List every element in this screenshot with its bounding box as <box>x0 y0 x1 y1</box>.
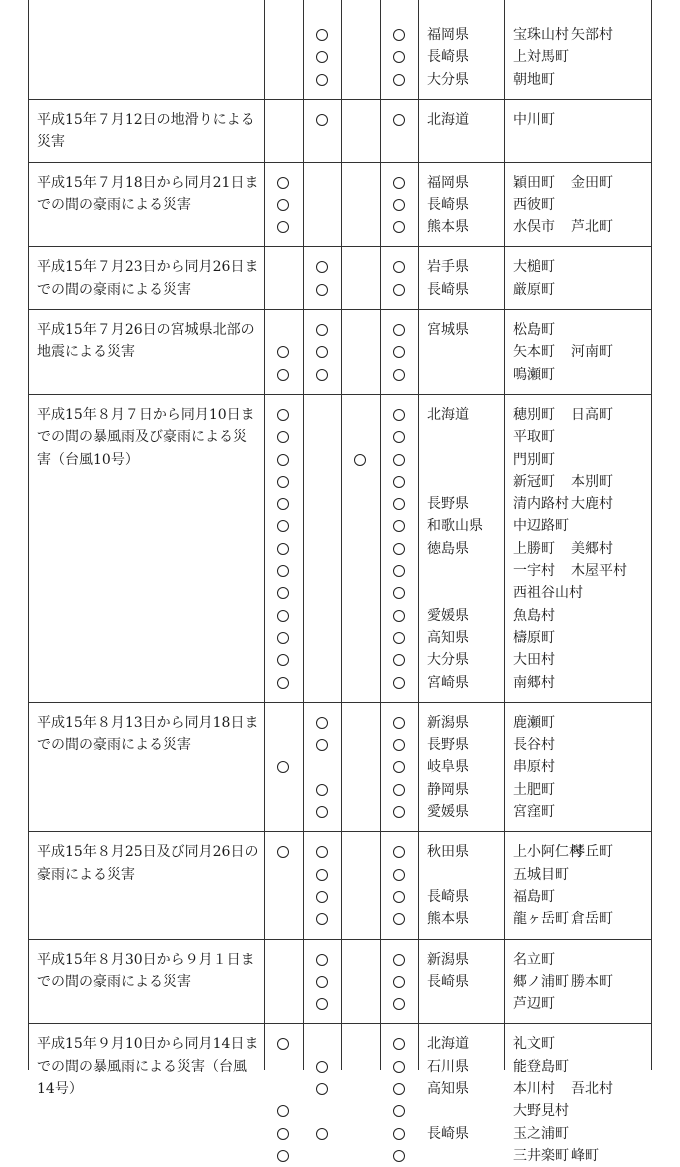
prefecture-name: 北海道 <box>427 111 469 128</box>
prefecture-name: 大分県 <box>427 71 469 88</box>
municipality-name: 大槌町 <box>513 259 555 276</box>
mark-circle <box>393 761 405 773</box>
column-rule <box>651 0 652 1070</box>
prefecture-name: 長野県 <box>427 737 469 754</box>
mark-circle <box>316 1083 328 1095</box>
mark-circle <box>393 976 405 988</box>
municipality-name: 木屋平村 <box>571 563 627 579</box>
mark-circle <box>316 284 328 296</box>
disaster-description: 平成15年８月25日及び同月26日の <box>37 844 259 861</box>
municipality-name: 門別町 <box>513 451 555 468</box>
row-separator <box>28 1023 652 1024</box>
mark-circle <box>393 846 405 858</box>
mark-circle <box>277 761 289 773</box>
municipality-name: 上小阿仁村 <box>513 844 583 861</box>
mark-circle <box>393 717 405 729</box>
municipality-name: 鹿瀬町 <box>513 714 555 731</box>
municipality-name: 宮窪町 <box>513 804 555 820</box>
prefecture-name: 北海道 <box>427 406 469 423</box>
mark-circle <box>277 543 289 555</box>
row-separator <box>28 309 652 310</box>
disaster-description: での間の豪雨による災害 <box>37 973 191 990</box>
municipality-name: 芦北町 <box>571 219 613 236</box>
mark-circle <box>316 976 328 988</box>
mark-circle <box>316 913 328 925</box>
municipality-name: 一宇村 <box>513 563 555 579</box>
prefecture-name: 福岡県 <box>427 174 469 191</box>
disaster-description: 害（台風10号） <box>37 451 139 468</box>
prefecture-name: 愛媛県 <box>427 804 469 820</box>
mark-circle <box>393 1038 405 1050</box>
municipality-name: 五城目町 <box>513 866 569 883</box>
mark-circle <box>277 454 289 466</box>
mark-circle <box>393 677 405 689</box>
prefecture-name: 長野県 <box>427 496 469 513</box>
prefecture-name: 長崎県 <box>427 1125 469 1142</box>
disaster-description: 豪雨による災害 <box>37 866 135 883</box>
row-separator <box>28 831 652 832</box>
prefecture-name: 岩手県 <box>427 259 469 276</box>
mark-circle <box>316 74 328 86</box>
municipality-name: 琴丘町 <box>571 844 613 861</box>
mark-circle <box>316 29 328 41</box>
column-rule <box>264 0 265 1070</box>
mark-circle <box>393 369 405 381</box>
disaster-description: での間の豪雨による災害 <box>37 281 191 298</box>
municipality-name: 日高町 <box>571 406 613 423</box>
mark-circle <box>393 998 405 1010</box>
mark-circle <box>393 1150 405 1162</box>
mark-circle <box>393 543 405 555</box>
municipality-name: 穂別町 <box>513 406 555 423</box>
municipality-name: 鳴瀬町 <box>513 366 555 383</box>
municipality-name: 龍ヶ岳町 <box>513 911 569 928</box>
mark-circle <box>277 346 289 358</box>
prefecture-name: 福岡県 <box>427 27 469 43</box>
prefecture-name: 長崎県 <box>427 888 469 905</box>
mark-circle <box>277 1150 289 1162</box>
prefecture-name: 熊本県 <box>427 911 469 928</box>
disaster-description: での間の豪雨による災害 <box>37 196 191 213</box>
mark-circle <box>277 476 289 488</box>
mark-circle <box>393 199 405 211</box>
municipality-name: 中辺路町 <box>513 518 569 535</box>
mark-circle <box>316 739 328 751</box>
row-separator <box>28 702 652 703</box>
municipality-name: 中川町 <box>513 111 555 128</box>
column-rule <box>418 0 419 1070</box>
mark-circle <box>393 913 405 925</box>
mark-circle <box>393 1128 405 1140</box>
municipality-name: 串原村 <box>513 759 555 776</box>
municipality-name: 南郷村 <box>513 674 555 691</box>
mark-circle <box>277 369 289 381</box>
municipality-name: 宝珠山村 <box>513 27 569 43</box>
mark-circle <box>316 346 328 358</box>
row-separator <box>28 162 652 163</box>
mark-circle <box>393 1061 405 1073</box>
municipality-name: 西祖谷山村 <box>513 585 583 602</box>
prefecture-name: 長崎県 <box>427 196 469 213</box>
mark-circle <box>393 587 405 599</box>
mark-circle <box>393 324 405 336</box>
prefecture-name: 高知県 <box>427 1081 469 1097</box>
prefecture-name: 徳島県 <box>427 540 469 557</box>
municipality-name: 三井楽町 <box>513 1147 569 1164</box>
column-rule <box>504 0 505 1070</box>
municipality-name: 上対馬町 <box>513 49 569 66</box>
municipality-name: 矢部村 <box>571 27 613 43</box>
prefecture-name: 和歌山県 <box>427 518 483 535</box>
mark-circle <box>277 1038 289 1050</box>
disaster-description: 平成15年８月13日から同月18日ま <box>37 714 259 731</box>
municipality-name: 倉岳町 <box>571 911 613 928</box>
municipality-name: 清内路村 <box>513 496 569 513</box>
prefecture-name: 新潟県 <box>427 951 469 968</box>
mark-circle <box>393 431 405 443</box>
prefecture-name: 長崎県 <box>427 281 469 298</box>
municipality-name: 能登島町 <box>513 1058 569 1075</box>
mark-circle <box>316 324 328 336</box>
mark-circle <box>393 29 405 41</box>
mark-circle <box>316 369 328 381</box>
municipality-name: 福島町 <box>513 888 555 905</box>
municipality-name: 松島町 <box>513 322 555 338</box>
prefecture-name: 宮城県 <box>427 322 469 338</box>
mark-circle <box>393 114 405 126</box>
mark-circle <box>316 1061 328 1073</box>
mark-circle <box>277 587 289 599</box>
mark-circle <box>393 261 405 273</box>
row-separator <box>28 246 652 247</box>
mark-circle <box>277 498 289 510</box>
mark-circle <box>316 846 328 858</box>
mark-circle <box>316 1128 328 1140</box>
prefecture-name: 愛媛県 <box>427 607 469 624</box>
column-rule <box>341 0 342 1070</box>
prefecture-name: 岐阜県 <box>427 759 469 776</box>
mark-circle <box>316 891 328 903</box>
mark-circle <box>393 520 405 532</box>
municipality-name: 穎田町 <box>513 174 555 191</box>
mark-circle <box>316 717 328 729</box>
mark-circle <box>393 221 405 233</box>
mark-circle <box>393 476 405 488</box>
prefecture-name: 大分県 <box>427 652 469 669</box>
mark-circle <box>277 1105 289 1117</box>
mark-circle <box>393 954 405 966</box>
mark-circle <box>393 177 405 189</box>
mark-circle <box>393 51 405 63</box>
municipality-name: 本別町 <box>571 473 613 490</box>
mark-circle <box>316 998 328 1010</box>
municipality-name: 西彼町 <box>513 196 555 213</box>
municipality-name: 芦辺町 <box>513 996 555 1013</box>
disaster-description: 平成15年７月12日の地滑りによる <box>37 111 255 128</box>
prefecture-name: 高知県 <box>427 629 469 646</box>
municipality-name: 上勝町 <box>513 540 555 557</box>
disaster-description: 平成15年８月７日から同月10日ま <box>37 406 255 423</box>
mark-circle <box>393 869 405 881</box>
disaster-description: での間の暴風雨及び豪雨による災 <box>37 429 247 446</box>
municipality-name: 礼文町 <box>513 1036 555 1053</box>
municipality-name: 美郷村 <box>571 540 613 557</box>
mark-circle <box>393 1083 405 1095</box>
disaster-description: 平成15年７月23日から同月26日ま <box>37 259 259 276</box>
municipality-name: 厳原町 <box>513 281 555 298</box>
mark-circle <box>393 565 405 577</box>
prefecture-name: 新潟県 <box>427 714 469 731</box>
municipality-name: 平取町 <box>513 429 555 446</box>
row-separator <box>28 394 652 395</box>
mark-circle <box>277 565 289 577</box>
municipality-name: 金田町 <box>571 174 613 191</box>
mark-circle <box>316 51 328 63</box>
municipality-name: 吾北村 <box>571 1081 613 1097</box>
prefecture-name: 秋田県 <box>427 844 469 861</box>
prefecture-name: 熊本県 <box>427 219 469 236</box>
mark-circle <box>393 806 405 818</box>
disaster-description: での間の暴風雨による災害（台風 <box>37 1058 247 1075</box>
mark-circle <box>393 610 405 622</box>
disaster-description: 平成15年７月26日の宮城県北部の <box>37 322 255 338</box>
mark-circle <box>277 677 289 689</box>
column-rule <box>380 0 381 1070</box>
mark-circle <box>316 261 328 273</box>
mark-circle <box>277 409 289 421</box>
mark-circle <box>316 869 328 881</box>
mark-circle <box>277 1128 289 1140</box>
mark-circle <box>277 632 289 644</box>
mark-circle <box>316 954 328 966</box>
mark-circle <box>316 114 328 126</box>
disaster-description: での間の豪雨による災害 <box>37 737 191 754</box>
mark-circle <box>277 610 289 622</box>
mark-circle <box>393 1105 405 1117</box>
municipality-name: 本川村 <box>513 1081 555 1097</box>
municipality-name: 玉之浦町 <box>513 1125 569 1142</box>
disaster-description: 平成15年８月30日から９月１日ま <box>37 951 255 968</box>
column-rule <box>303 0 304 1070</box>
municipality-name: 大田村 <box>513 652 555 669</box>
municipality-name: 新冠町 <box>513 473 555 490</box>
mark-circle <box>393 346 405 358</box>
mark-circle <box>277 177 289 189</box>
municipality-name: 峰町 <box>571 1147 599 1164</box>
prefecture-name: 北海道 <box>427 1036 469 1053</box>
disaster-description: 災害 <box>37 134 65 151</box>
disaster-description: 14号） <box>37 1081 83 1097</box>
municipality-name: 檮原町 <box>513 629 555 646</box>
mark-circle <box>393 74 405 86</box>
municipality-name: 矢本町 <box>513 344 555 361</box>
mark-circle <box>277 199 289 211</box>
mark-circle <box>277 654 289 666</box>
row-separator <box>28 939 652 940</box>
municipality-name: 土肥町 <box>513 781 555 798</box>
mark-circle <box>277 221 289 233</box>
municipality-name: 大鹿村 <box>571 496 613 513</box>
prefecture-name: 長崎県 <box>427 49 469 66</box>
municipality-name: 長谷村 <box>513 737 555 754</box>
prefecture-name: 石川県 <box>427 1058 469 1075</box>
disaster-description: 平成15年７月18日から同月21日ま <box>37 174 259 191</box>
prefecture-name: 宮崎県 <box>427 674 469 691</box>
municipality-name: 郷ノ浦町 <box>513 973 569 990</box>
mark-circle <box>393 654 405 666</box>
mark-circle <box>277 431 289 443</box>
mark-circle <box>393 784 405 796</box>
municipality-name: 名立町 <box>513 951 555 968</box>
prefecture-name: 静岡県 <box>427 781 469 798</box>
row-separator <box>28 99 652 100</box>
mark-circle <box>316 806 328 818</box>
mark-circle <box>277 846 289 858</box>
mark-circle <box>393 454 405 466</box>
municipality-name: 朝地町 <box>513 71 555 88</box>
municipality-name: 河南町 <box>571 344 613 361</box>
mark-circle <box>393 409 405 421</box>
prefecture-name: 長崎県 <box>427 973 469 990</box>
mark-circle <box>393 284 405 296</box>
column-rule <box>28 0 29 1070</box>
mark-circle <box>277 520 289 532</box>
mark-circle <box>393 739 405 751</box>
disaster-description: 平成15年９月10日から同月14日ま <box>37 1036 259 1053</box>
municipality-name: 大野見村 <box>513 1103 569 1120</box>
mark-circle <box>393 632 405 644</box>
mark-circle <box>354 454 366 466</box>
mark-circle <box>393 498 405 510</box>
disaster-description: 地震による災害 <box>37 344 135 361</box>
mark-circle <box>316 784 328 796</box>
municipality-name: 勝本町 <box>571 973 613 990</box>
mark-circle <box>393 891 405 903</box>
municipality-name: 水俣市 <box>513 219 555 236</box>
municipality-name: 魚島村 <box>513 607 555 624</box>
